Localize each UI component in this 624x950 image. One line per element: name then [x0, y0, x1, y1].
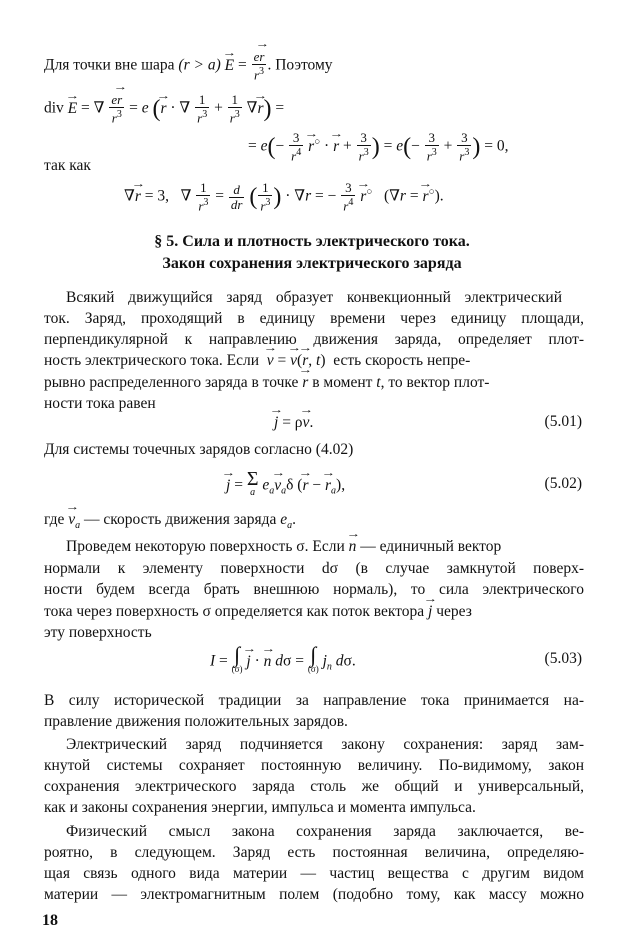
text-line: ток. Заряд, проходящий в единицу времени через единицу площади, — [44, 310, 584, 327]
text-line: роятно, в следующем. Заряд есть постоянная величина, определяю- — [44, 844, 584, 861]
text-line: кнутой системы сохраняет постоянную величину. По-видимому, закон — [44, 757, 584, 774]
text-line: В силу исторической традиции за направление тока принимается на- — [44, 692, 584, 709]
text-line: Электрический заряд подчиняется закону сохранения: заряд зам- — [66, 736, 584, 753]
text-line: ности будем всегда брать внешнюю нормаль), то сила электрического — [44, 581, 584, 598]
text-line: эту поверхность — [44, 624, 152, 641]
equation-number: (5.01) — [544, 413, 582, 430]
equation-div-cont: = e(− $\frac{3}{r^4}$ → r○ · → r + $\frac{3}{r^3}$ ) = e(− $\frac{3}{r^3}$ + $\frac{3}{r^3}$ ) = 0, — [248, 131, 508, 163]
text-line: Проведем некоторую поверхность σ. Если → n — единичный вектор — [66, 537, 501, 557]
text-line: тока через поверхность σ определяется как поток вектора → j через — [44, 602, 472, 622]
equation-div: div → E = ∇ $\frac{e\to r}{r^3}$ = e (→ r · ∇ $\frac{1}{r^3}$ + $\frac{1}{r^3}$ ∇→ r) = — [44, 93, 284, 125]
equation-5-03: I = ∫ (σ) → j · → n dσ = ∫ (σ) $j_n$ dσ. — [210, 648, 356, 678]
text-line: рывно распределенного заряда в точке → r в момент t, то вектор плот- — [44, 373, 489, 393]
text-line: ность электрического тока. Если → v = → v(→ r, t) есть скорость непре- — [44, 351, 470, 371]
text-line: ности тока равен — [44, 395, 156, 412]
equation-number: (5.03) — [544, 650, 582, 667]
equation-nabla-r: ∇→ r = 3, ∇ $\frac{1}{r^3}$ = $\frac{d}{dr}$ ( $\frac{1}{r^3}$ ) · ∇r = − $\frac{3}{r^4}$ → r○ (∇r = → r○). — [124, 181, 444, 213]
text-line: Для системы точечных зарядов согласно (4.02) — [44, 441, 354, 458]
text-line: щая связь одного вида материи — частиц вещества с другим видом — [44, 865, 584, 882]
text-line: материи — электромагнитным полем (подобно тому, как массу можно — [44, 886, 584, 903]
text-line: правление движения положительных зарядов. — [44, 713, 348, 730]
text-line: как и законы сохранения энергии, импульса и момента импульса. — [44, 799, 476, 816]
text-line: нормали к элементу поверхности dσ (в случае замкнутой поверх- — [44, 560, 584, 577]
equation-5-01: → j = ρ→ v. — [274, 413, 313, 433]
text-line: где → $v_a$ — скорость движения заряда $e_a$. — [44, 510, 296, 536]
text-line: Для точки вне шара (r > a) → E = $\frac{e\to r}{r^3}$ . Поэтому — [44, 50, 333, 82]
equation-5-02: → j = Σ a $e_a\to v_a\delta$ (→ r − → $r_a$), — [226, 472, 345, 502]
page-number: 18 — [42, 912, 58, 929]
section-subtitle: Закон сохранения электрического заряда — [162, 255, 462, 272]
equation-number: (5.02) — [544, 475, 582, 492]
section-title: § 5. Сила и плотность электрического тока. — [154, 233, 470, 250]
text-takkak: так как — [44, 157, 91, 174]
text-line: перпендикулярной к направлению движения заряда, определяет плот- — [44, 331, 584, 348]
text-line: Всякий движущийся заряд образует конвекционный электрический — [66, 289, 562, 306]
text-line: сохранения электрического заряда столь же общий и универсальный, — [44, 778, 584, 795]
text-line: Физический смысл закона сохранения заряда заключается, ве- — [66, 823, 584, 840]
